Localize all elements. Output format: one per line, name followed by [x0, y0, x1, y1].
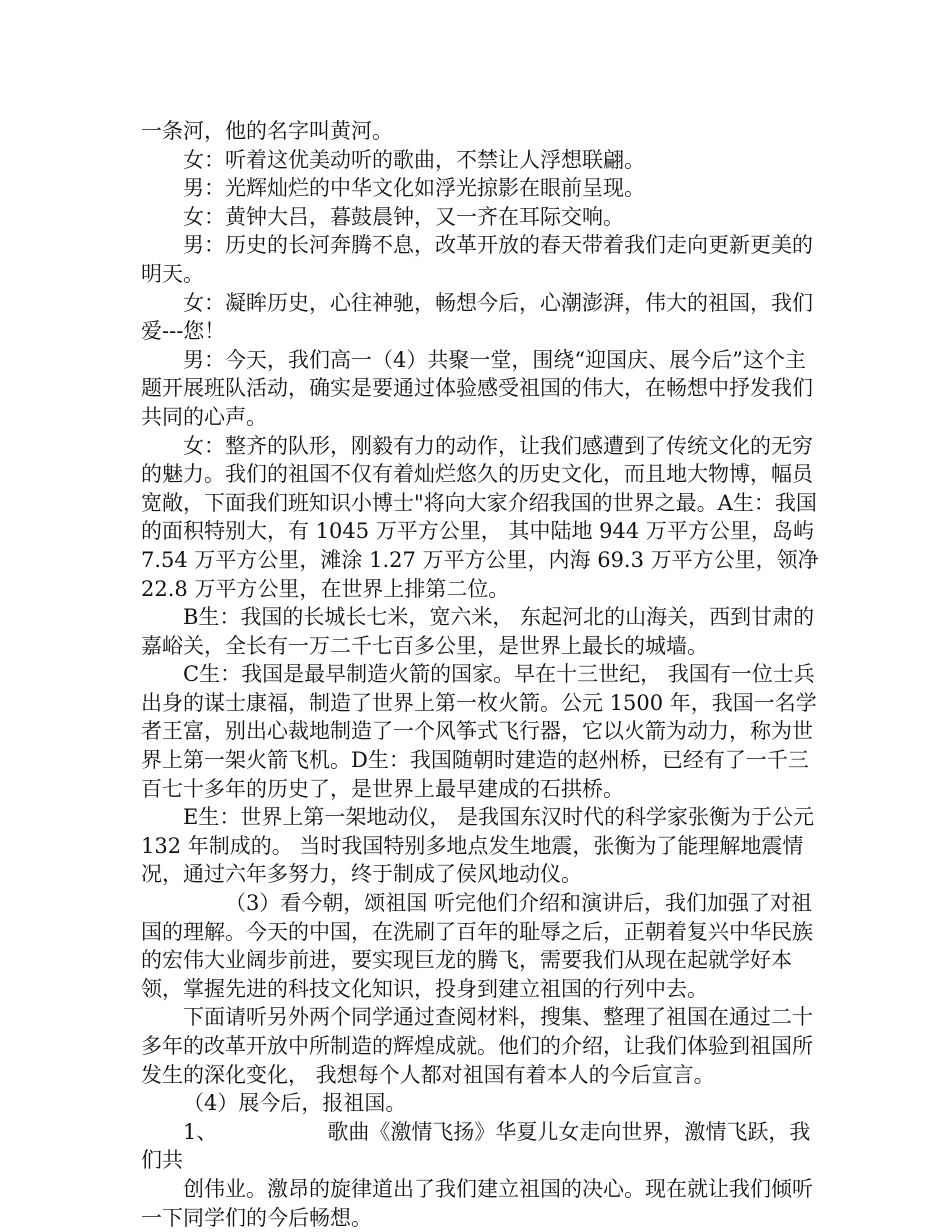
paragraph-12: （3）看今朝，颂祖国 听完他们介绍和演讲后，我们加强了对祖国的理解。今天的中国，在洗刷了百年的耻辱之后，正朝着复兴中华民族的宏伟大业阔步前进，要实现巨龙的腾飞，需要我们从现在起就学好本领，掌握先进的科技文化知识，投身到建立祖国的行列中去。	[141, 891, 813, 1001]
paragraph-5: 男：历史的长河奔腾不息，改革开放的春天带着我们走向更新更美的明天。	[141, 233, 813, 286]
paragraph-7: 男：今天，我们高一（4）共聚一堂，围绕“迎国庆、展今后”这个主题开展班队活动，确实是要通过体验感受祖国的伟大，在畅想中抒发我们共同的心声。	[141, 347, 813, 429]
list-item-1	[141, 1118, 821, 1175]
paragraph-13: 下面请听另外两个同学通过查阅材料，搜集、整理了祖国在通过二十多年的改革开放中所制造的辉煌成就。他们的介绍，让我们体验到祖国所发生的深化变化， 我想每个人都对祖国有着本人的今后宣言。	[141, 1005, 813, 1087]
paragraph-2: 女：听着这优美动听的歌曲，不禁让人浮想联翩。	[183, 147, 645, 172]
paragraph-11: E生：世界上第一架地动仪， 是我国东汉时代的科学家张衡为于公元 132 年制成的。 当时我国特别多地点发生地震，张衡为了能理解地震情况，通过六年多努力，终于制成了侯风地动仪。	[141, 805, 815, 887]
paragraph-10: C生：我国是最早制造火箭的国家。早在十三世纪， 我国有一位士兵出身的谋士康福，制造了世界上第一枚火箭。公元 1500 年，我国一名学者王富，别出心裁地制造了一个风筝式飞行器，它以火箭为动力，称为世界上第一架火箭飞机。D生：我国随朝时建造的赵州桥，已经有了一千三百七十多年的历史了，是世界上最早建成的石拱桥。	[141, 662, 817, 801]
paragraph-1: 一条河，他的名字叫黄河。	[141, 119, 393, 143]
list-item-text: 歌曲《激情飞扬》华夏儿女走向世界，激情飞跃，我们共	[141, 1119, 811, 1173]
paragraph-16: 创伟业。激昂的旋律道出了我们建立祖国的决心。现在就让我们倾听一下同学们的今后畅想。	[141, 1176, 813, 1230]
paragraph-9: B生：我国的长城长七米，宽六米， 东起河北的山海关，西到甘肃的嘉峪关，全长有一万二千七百多公里，是世界上最长的城墙。	[141, 605, 815, 658]
list-item-number: 1、	[183, 1119, 218, 1144]
document-body	[141, 117, 821, 1232]
paragraph-6: 女：凝眸历史，心往神驰，畅想今后，心潮澎湃，伟大的祖国，我们爱---您！	[141, 290, 813, 344]
paragraph-4: 女：黄钟大吕，暮鼓晨钟，又一齐在耳际交响。	[183, 204, 624, 229]
paragraph-3: 男：光辉灿烂的中华文化如浮光掠影在眼前呈现。	[183, 176, 645, 201]
paragraph-8: 女：整齐的队形，刚毅有力的动作，让我们感遭到了传统文化的无穷的魅力。我们的祖国不仅有着灿烂悠久的历史文化，而且地大物博，幅员宽敞，下面我们班知识小博士"将向大家介绍我国的世界之最。A生：我国的面积特别大，有 1045 万平方公里， 其中陆地 944 万平方公里，岛屿 7.54 万平方公里，滩涂 1.27 万平方公里，内海 69.3 万平方公里，领净 22.8 万平方公里，在世界上排第二位。	[141, 433, 819, 601]
paragraph-14: （4）展今后，报祖国。	[183, 1091, 407, 1116]
